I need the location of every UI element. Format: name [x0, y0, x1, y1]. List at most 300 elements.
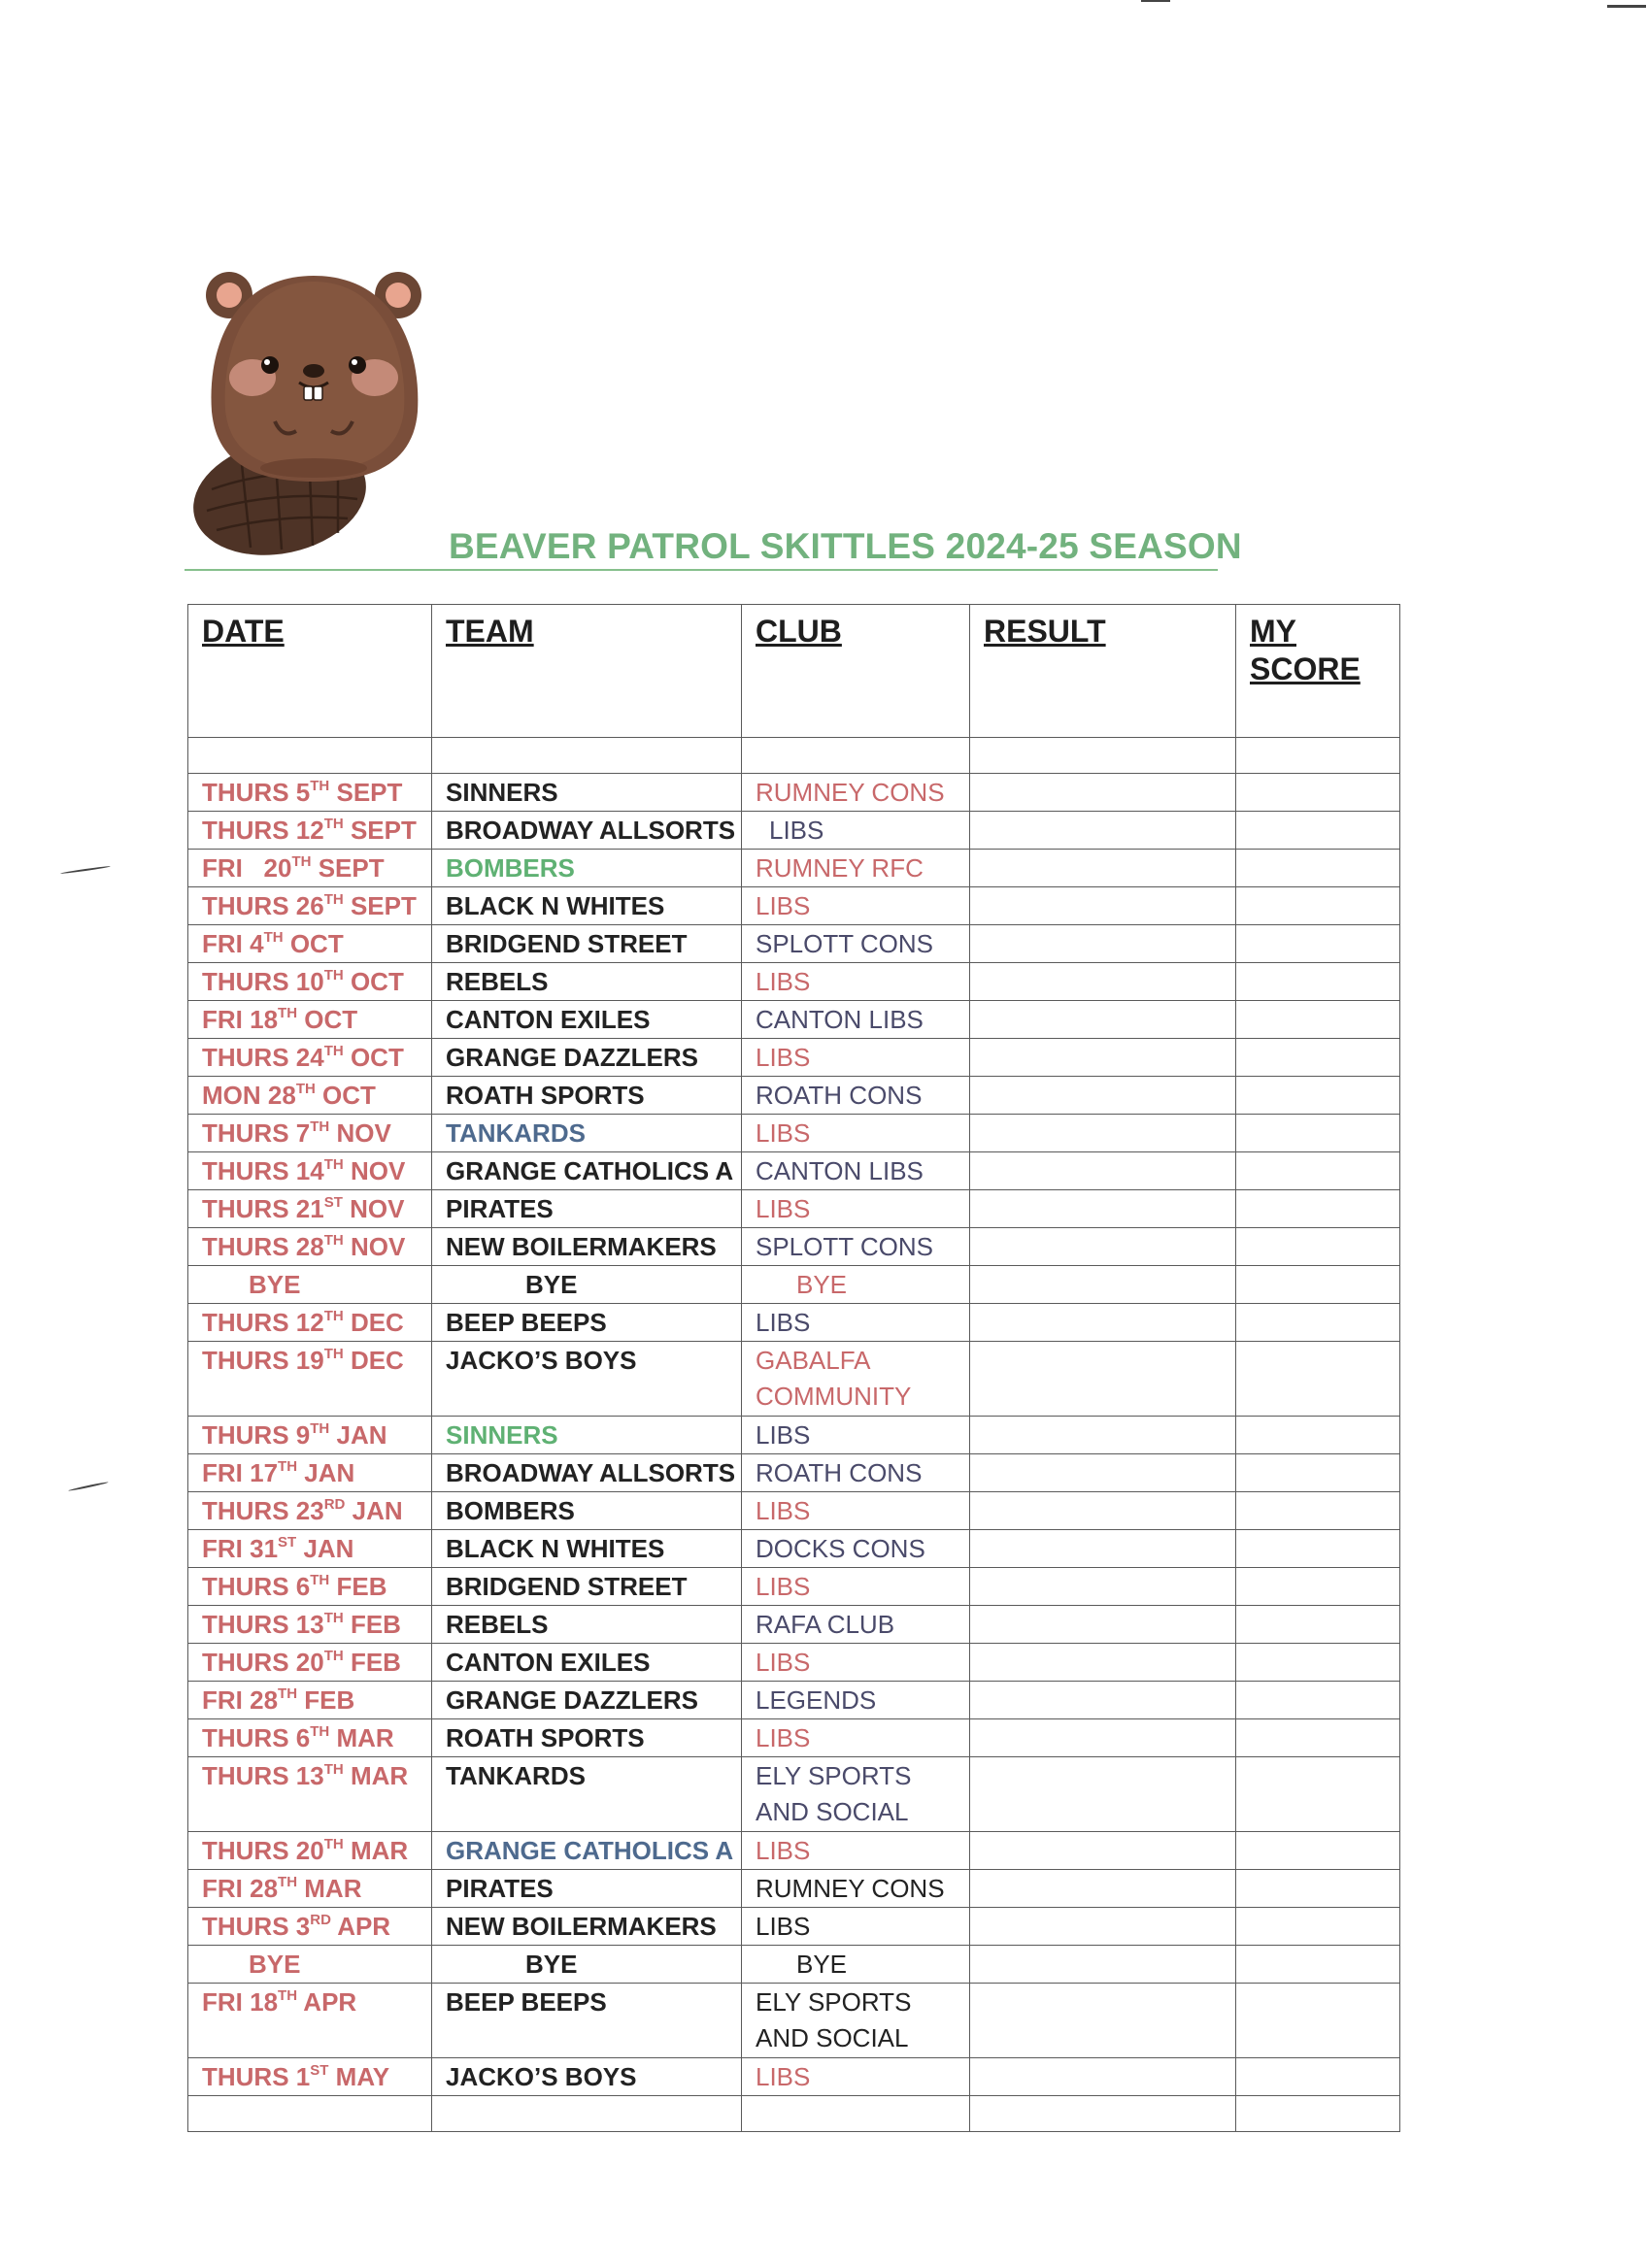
fixture-date: [188, 774, 432, 812]
fixture-date-suffix: ST: [310, 2062, 329, 2079]
result-cell[interactable]: [970, 1568, 1236, 1606]
fixture-date-suffix: TH: [278, 1685, 298, 1702]
fixture-date-suffix: TH: [310, 1420, 330, 1437]
fixture-date-suffix: TH: [323, 967, 344, 984]
my-score-cell[interactable]: [1236, 1644, 1400, 1682]
my-score-cell[interactable]: [1236, 2058, 1400, 2096]
result-cell[interactable]: [970, 1682, 1236, 1719]
fixture-date-suffix: TH: [323, 1308, 344, 1324]
fixture-team: CANTON EXILES: [432, 1001, 742, 1039]
my-score-cell[interactable]: [1236, 1530, 1400, 1568]
fixture-date-month: JAN: [303, 1534, 354, 1563]
fixture-row: [188, 1984, 1400, 2058]
fixture-club-name: LIBS: [756, 1420, 811, 1450]
fixture-date-day: FRI 20: [202, 853, 292, 883]
fixture-team: BYE: [432, 1946, 742, 1984]
spacer-row: [188, 738, 1400, 774]
fixture-date-suffix: TH: [323, 1043, 344, 1059]
fixture-date-day: FRI 18: [202, 1987, 279, 2017]
fixture-date-day: THURS 13: [202, 1610, 324, 1639]
fixture-date: [188, 2058, 432, 2096]
fixture-date: [188, 925, 432, 963]
fixture-team: BYE: [432, 1266, 742, 1304]
fixture-club-name: RAFA CLUB: [756, 1610, 895, 1639]
fixture-row: [188, 1266, 1400, 1304]
fixture-club: [742, 1228, 970, 1266]
fixture-row: [188, 1228, 1400, 1266]
fixture-date-month: JAN: [336, 1420, 387, 1450]
fixture-team: BLACK N WHITES: [432, 887, 742, 925]
my-score-cell[interactable]: [1236, 1568, 1400, 1606]
result-cell[interactable]: [970, 1644, 1236, 1682]
result-cell[interactable]: [970, 812, 1236, 850]
result-cell[interactable]: [970, 1908, 1236, 1946]
empty-cell: [970, 2096, 1236, 2132]
fixture-date-suffix: TH: [310, 1572, 330, 1588]
fixture-date-day: THURS 26: [202, 891, 324, 920]
fixture-date: [188, 1190, 432, 1228]
fixture-date-day: FRI 31: [202, 1534, 279, 1563]
fixture-date: [188, 1077, 432, 1115]
header-my-score-line1: MY: [1250, 614, 1296, 649]
header-result: RESULT: [970, 605, 1236, 738]
fixture-row: [188, 1492, 1400, 1530]
header-date: DATE: [188, 605, 432, 738]
fixture-date-day: THURS 7: [202, 1118, 311, 1148]
empty-cell: [188, 2096, 432, 2132]
fixture-club: [742, 1417, 970, 1454]
fixture-date-month: SEPT: [318, 853, 385, 883]
fixture-date: [188, 1152, 432, 1190]
fixture-date: [188, 1682, 432, 1719]
fixture-date-day: MON 28: [202, 1081, 296, 1110]
fixture-club: [742, 1757, 970, 1832]
fixture-date-month: JAN: [304, 1458, 355, 1487]
fixture-date-month: MAR: [350, 1836, 409, 1865]
fixture-date: [188, 1039, 432, 1077]
fixture-team: BEEP BEEPS: [432, 1304, 742, 1342]
fixture-date: [188, 1757, 432, 1832]
fixture-row: [188, 1039, 1400, 1077]
result-cell[interactable]: [970, 1039, 1236, 1077]
fixture-club: [742, 1039, 970, 1077]
fixture-club-name: LIBS: [756, 1723, 811, 1752]
fixture-row: [188, 1757, 1400, 1832]
fixture-date-month: FEB: [304, 1685, 355, 1715]
punch-hole-mark: [68, 1482, 108, 1492]
result-cell[interactable]: [970, 1152, 1236, 1190]
fixture-club-name: RUMNEY RFC: [756, 853, 924, 883]
my-score-cell[interactable]: [1236, 1077, 1400, 1115]
fixture-club-name: DOCKS CONS: [756, 1534, 925, 1563]
fixture-club: [742, 1115, 970, 1152]
fixture-date-day: FRI 17: [202, 1458, 279, 1487]
my-score-cell[interactable]: [1236, 1492, 1400, 1530]
fixture-date-day: THURS 28: [202, 1232, 324, 1261]
fixture-date: [188, 1342, 432, 1417]
fixture-club: [742, 1719, 970, 1757]
my-score-cell[interactable]: [1236, 1152, 1400, 1190]
fixture-club: [742, 1454, 970, 1492]
fixture-club-name: LIBS: [756, 891, 811, 920]
fixture-team: JACKO’S BOYS: [432, 1342, 742, 1417]
fixture-date-suffix: TH: [291, 853, 312, 870]
fixture-club-name: ELY SPORTS: [756, 1987, 912, 2017]
fixture-club: [742, 850, 970, 887]
fixture-team: BLACK N WHITES: [432, 1530, 742, 1568]
fixture-date-suffix: TH: [323, 1156, 344, 1173]
fixture-club-name: SPLOTT CONS: [756, 929, 934, 958]
fixture-date-day: THURS 23: [202, 1496, 324, 1525]
fixture-row: [188, 1682, 1400, 1719]
fixture-date-month: MAR: [336, 1723, 394, 1752]
fixture-row: [188, 812, 1400, 850]
fixture-date-day: BYE: [249, 1950, 301, 1979]
fixture-date-suffix: TH: [310, 1118, 330, 1135]
fixture-club-name: LIBS: [756, 1118, 811, 1148]
fixture-team: BRIDGEND STREET: [432, 1568, 742, 1606]
fixture-date-month: NOV: [336, 1118, 391, 1148]
my-score-cell[interactable]: [1236, 1757, 1400, 1832]
fixture-date-day: THURS 20: [202, 1648, 324, 1677]
fixture-date-month: OCT: [322, 1081, 376, 1110]
fixture-club-name: LEGENDS: [756, 1685, 877, 1715]
fixture-date: [188, 1832, 432, 1870]
fixture-team: BRIDGEND STREET: [432, 925, 742, 963]
fixture-date-day: FRI 28: [202, 1685, 279, 1715]
my-score-cell[interactable]: [1236, 1342, 1400, 1417]
fixture-date: [188, 1115, 432, 1152]
fixture-date: [188, 1984, 432, 2058]
fixture-team: TANKARDS: [432, 1115, 742, 1152]
my-score-cell[interactable]: [1236, 1001, 1400, 1039]
page-title: BEAVER PATROL SKITTLES 2024-25 SEASON: [449, 526, 1242, 566]
fixture-club: [742, 1342, 970, 1417]
fixture-row: [188, 1001, 1400, 1039]
result-cell[interactable]: [970, 1190, 1236, 1228]
my-score-cell[interactable]: [1236, 1304, 1400, 1342]
fixture-club-name: LIBS: [756, 1912, 811, 1941]
result-cell[interactable]: [970, 2058, 1236, 2096]
empty-row: [188, 2096, 1400, 2132]
fixture-date-day: THURS 6: [202, 1572, 311, 1601]
my-score-cell[interactable]: [1236, 1682, 1400, 1719]
fixture-club: [742, 925, 970, 963]
fixture-club-name: GABALFA: [756, 1346, 871, 1375]
fixture-team: NEW BOILERMAKERS: [432, 1228, 742, 1266]
fixture-date: [188, 1644, 432, 1682]
fixture-club-name: LIBS: [756, 1836, 811, 1865]
fixture-date-day: THURS 12: [202, 816, 324, 845]
fixture-date-suffix: TH: [263, 929, 284, 946]
fixture-date-day: THURS 19: [202, 1346, 324, 1375]
fixture-date-month: OCT: [350, 1043, 404, 1072]
fixture-date-suffix: TH: [323, 1610, 344, 1626]
fixture-club: [742, 1946, 970, 1984]
fixture-club: [742, 812, 970, 850]
fixture-date-month: SEPT: [336, 778, 403, 807]
fixture-club-name: SPLOTT CONS: [756, 1232, 934, 1261]
fixture-row: [188, 925, 1400, 963]
punch-hole-mark: [60, 865, 111, 874]
fixture-date: [188, 1001, 432, 1039]
fixture-date: [188, 887, 432, 925]
result-cell[interactable]: [970, 774, 1236, 812]
fixture-date-suffix: TH: [278, 1987, 298, 2004]
fixture-row: [188, 1946, 1400, 1984]
fixture-club: [742, 887, 970, 925]
my-score-cell[interactable]: [1236, 1946, 1400, 1984]
fixture-club-name: CANTON LIBS: [756, 1005, 924, 1034]
fixture-club: [742, 1832, 970, 1870]
fixture-row: [188, 1077, 1400, 1115]
fixture-date-day: FRI 18: [202, 1005, 279, 1034]
fixture-team: REBELS: [432, 1606, 742, 1644]
fixture-date-month: SEPT: [350, 816, 417, 845]
result-cell[interactable]: [970, 1454, 1236, 1492]
fixture-club-name-line2: COMMUNITY: [756, 1382, 912, 1411]
fixture-team: PIRATES: [432, 1190, 742, 1228]
result-cell[interactable]: [970, 1870, 1236, 1908]
fixture-date: [188, 1417, 432, 1454]
my-score-cell[interactable]: [1236, 1870, 1400, 1908]
fixture-date-day: THURS 12: [202, 1308, 324, 1337]
result-cell[interactable]: [970, 1115, 1236, 1152]
fixture-club: [742, 1568, 970, 1606]
fixtures-body: [188, 738, 1400, 2132]
fixture-club-name: LIBS: [756, 1648, 811, 1677]
fixture-row: [188, 1190, 1400, 1228]
fixture-club: [742, 1492, 970, 1530]
fixture-club: [742, 1077, 970, 1115]
fixture-row: [188, 1644, 1400, 1682]
fixture-team: PIRATES: [432, 1870, 742, 1908]
fixture-club-name: LIBS: [756, 1308, 811, 1337]
my-score-cell[interactable]: [1236, 1454, 1400, 1492]
fixture-date-day: THURS 3: [202, 1912, 311, 1941]
fixture-team: JACKO’S BOYS: [432, 2058, 742, 2096]
result-cell[interactable]: [970, 850, 1236, 887]
result-cell[interactable]: [970, 1304, 1236, 1342]
fixture-row: [188, 1719, 1400, 1757]
result-cell[interactable]: [970, 1606, 1236, 1644]
fixture-club-name: LIBS: [756, 1572, 811, 1601]
fixture-club: [742, 774, 970, 812]
fixture-date: [188, 1228, 432, 1266]
fixture-club-name: ROATH CONS: [756, 1081, 923, 1110]
result-cell[interactable]: [970, 1342, 1236, 1417]
fixture-club-name: RUMNEY CONS: [756, 1874, 945, 1903]
fixture-club: [742, 1304, 970, 1342]
fixture-date-suffix: TH: [323, 1232, 344, 1249]
fixture-date-suffix: TH: [323, 1346, 344, 1362]
fixture-club: [742, 1870, 970, 1908]
fixture-date-suffix: TH: [278, 1874, 298, 1890]
fixture-date-day: THURS 21: [202, 1194, 324, 1223]
fixture-date-month: DEC: [350, 1308, 404, 1337]
fixture-date-suffix: TH: [278, 1458, 298, 1475]
fixture-date-month: FEB: [350, 1610, 401, 1639]
fixture-club: [742, 1001, 970, 1039]
empty-cell: [742, 2096, 970, 2132]
fixture-club-name: LIBS: [756, 1496, 811, 1525]
title-underline: [185, 569, 1218, 571]
fixture-date-day: THURS 6: [202, 1723, 311, 1752]
fixture-team: NEW BOILERMAKERS: [432, 1908, 742, 1946]
fixture-team: GRANGE DAZZLERS: [432, 1039, 742, 1077]
fixture-row: [188, 1568, 1400, 1606]
result-cell[interactable]: [970, 1984, 1236, 2058]
fixture-date: [188, 1870, 432, 1908]
my-score-cell[interactable]: [1236, 1606, 1400, 1644]
result-cell[interactable]: [970, 1757, 1236, 1832]
fixture-date-month: NOV: [350, 1194, 405, 1223]
fixture-club-name: LIBS: [756, 2062, 811, 2091]
fixture-team: BOMBERS: [432, 850, 742, 887]
fixture-row: [188, 1417, 1400, 1454]
fixture-date: [188, 1454, 432, 1492]
fixture-date-day: THURS 20: [202, 1836, 324, 1865]
fixture-row: [188, 1870, 1400, 1908]
fixture-team: TANKARDS: [432, 1757, 742, 1832]
fixture-date-month: MAY: [335, 2062, 390, 2091]
empty-cell: [432, 2096, 742, 2132]
fixture-date-suffix: TH: [310, 1723, 330, 1740]
fixture-club: [742, 2058, 970, 2096]
my-score-cell[interactable]: [1236, 1228, 1400, 1266]
result-cell[interactable]: [970, 963, 1236, 1001]
fixture-row: [188, 2058, 1400, 2096]
my-score-cell[interactable]: [1236, 1190, 1400, 1228]
fixture-date-suffix: TH: [295, 1081, 316, 1097]
fixture-team: BOMBERS: [432, 1492, 742, 1530]
result-cell[interactable]: [970, 925, 1236, 963]
fixture-team: ROATH SPORTS: [432, 1077, 742, 1115]
fixture-date: [188, 1568, 432, 1606]
fixture-date-month: APR: [337, 1912, 391, 1941]
scan-line-mark: [1141, 0, 1170, 2]
fixture-team: BEEP BEEPS: [432, 1984, 742, 2058]
fixture-date-suffix: ST: [278, 1534, 297, 1551]
result-cell[interactable]: [970, 1001, 1236, 1039]
my-score-cell[interactable]: [1236, 774, 1400, 812]
my-score-cell[interactable]: [1236, 1266, 1400, 1304]
my-score-cell[interactable]: [1236, 963, 1400, 1001]
fixture-row: [188, 774, 1400, 812]
fixture-club: [742, 1190, 970, 1228]
fixture-club-name: RUMNEY CONS: [756, 778, 945, 807]
fixture-club: [742, 1644, 970, 1682]
fixture-date-suffix: TH: [310, 778, 330, 794]
result-cell[interactable]: [970, 1492, 1236, 1530]
result-cell[interactable]: [970, 887, 1236, 925]
scan-line-mark: [1607, 5, 1646, 8]
fixture-team: GRANGE CATHOLICS A: [432, 1152, 742, 1190]
fixture-club-name: LIBS: [756, 1043, 811, 1072]
my-score-cell[interactable]: [1236, 1115, 1400, 1152]
header-team: TEAM: [432, 605, 742, 738]
result-cell[interactable]: [970, 1946, 1236, 1984]
fixture-row: [188, 1454, 1400, 1492]
fixture-row: [188, 963, 1400, 1001]
fixture-team: BROADWAY ALLSORTS: [432, 1454, 742, 1492]
fixture-date: [188, 1304, 432, 1342]
my-score-cell[interactable]: [1236, 812, 1400, 850]
fixture-date-month: APR: [303, 1987, 357, 2017]
fixture-date-month: FEB: [350, 1648, 401, 1677]
my-score-cell[interactable]: [1236, 1984, 1400, 2058]
fixture-row: [188, 1304, 1400, 1342]
fixture-date: [188, 850, 432, 887]
fixture-date-month: FEB: [336, 1572, 387, 1601]
fixture-date-day: THURS 13: [202, 1761, 324, 1790]
my-score-cell[interactable]: [1236, 887, 1400, 925]
header-my-score-line2: SCORE: [1250, 651, 1361, 686]
fixture-date: [188, 1492, 432, 1530]
fixture-date-day: THURS 10: [202, 967, 324, 996]
fixture-date: [188, 1266, 432, 1304]
fixture-team: SINNERS: [432, 1417, 742, 1454]
my-score-cell[interactable]: [1236, 1417, 1400, 1454]
fixture-date: [188, 812, 432, 850]
fixture-date: [188, 1946, 432, 1984]
fixture-club: [742, 1984, 970, 2058]
fixture-row: [188, 1832, 1400, 1870]
result-cell[interactable]: [970, 1077, 1236, 1115]
fixture-date: [188, 1908, 432, 1946]
fixture-date: [188, 1530, 432, 1568]
empty-cell: [1236, 2096, 1400, 2132]
fixture-club: [742, 1908, 970, 1946]
fixture-club: [742, 1530, 970, 1568]
fixture-date: [188, 1606, 432, 1644]
fixture-club: [742, 1152, 970, 1190]
result-cell[interactable]: [970, 1530, 1236, 1568]
my-score-cell[interactable]: [1236, 1832, 1400, 1870]
fixture-club-name: BYE: [796, 1950, 848, 1979]
fixture-date-month: OCT: [289, 929, 344, 958]
result-cell[interactable]: [970, 1417, 1236, 1454]
result-cell[interactable]: [970, 1832, 1236, 1870]
fixture-date: [188, 963, 432, 1001]
fixture-date-suffix: TH: [323, 1761, 344, 1778]
result-cell[interactable]: [970, 1228, 1236, 1266]
fixture-date-month: JAN: [352, 1496, 403, 1525]
fixture-club: [742, 1682, 970, 1719]
fixture-row: [188, 850, 1400, 887]
fixture-date-suffix: TH: [323, 1648, 344, 1664]
my-score-cell[interactable]: [1236, 1908, 1400, 1946]
fixture-team: REBELS: [432, 963, 742, 1001]
fixture-club-name: ROATH CONS: [756, 1458, 923, 1487]
my-score-cell[interactable]: [1236, 1719, 1400, 1757]
fixture-date-month: SEPT: [350, 891, 417, 920]
my-score-cell[interactable]: [1236, 850, 1400, 887]
result-cell[interactable]: [970, 1719, 1236, 1757]
fixture-date-month: DEC: [350, 1346, 404, 1375]
my-score-cell[interactable]: [1236, 1039, 1400, 1077]
fixture-date-month: MAR: [304, 1874, 362, 1903]
header-club: CLUB: [742, 605, 970, 738]
result-cell[interactable]: [970, 1266, 1236, 1304]
fixture-club-name: LIBS: [769, 816, 824, 845]
fixture-row: [188, 1152, 1400, 1190]
my-score-cell[interactable]: [1236, 925, 1400, 963]
fixtures-table: [187, 604, 1400, 2132]
header-row: [188, 605, 1400, 738]
beaver-mascot-icon: [183, 256, 445, 563]
fixture-row: [188, 1342, 1400, 1417]
